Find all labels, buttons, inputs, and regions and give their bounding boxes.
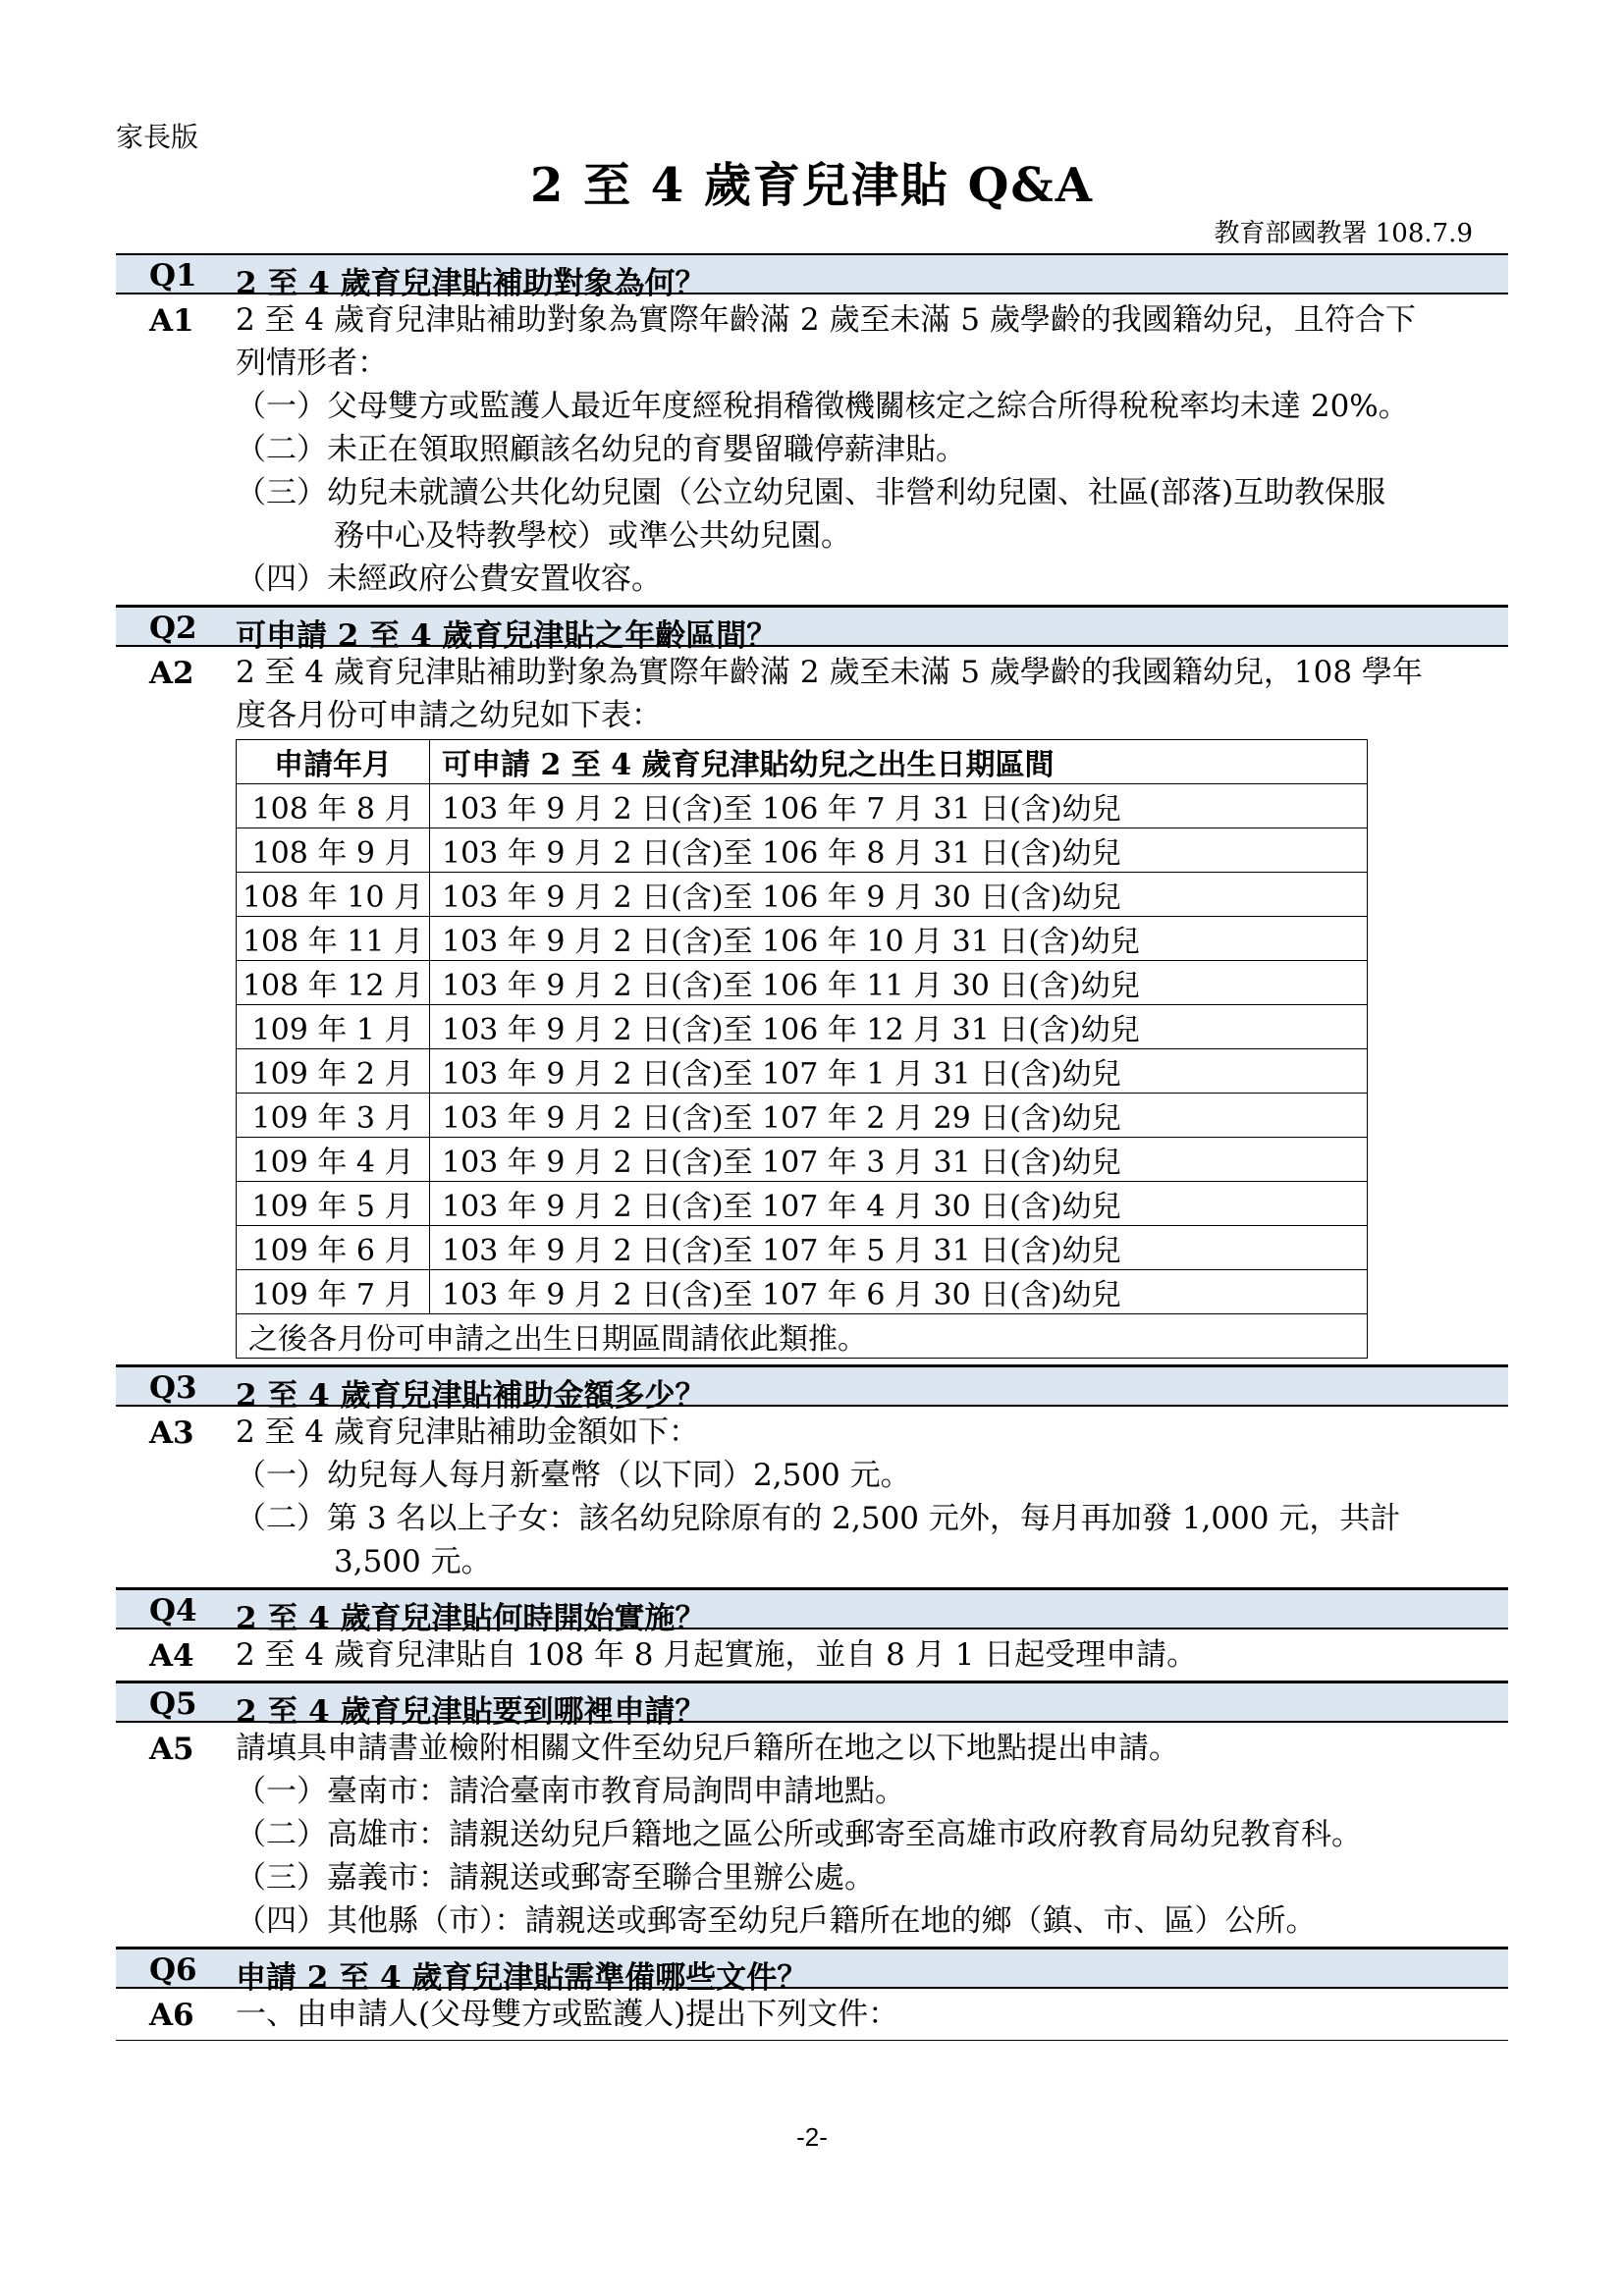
answer-line: 列情形者： (236, 346, 388, 381)
answer-line: 2 至 4 歲育兒津貼補助對象為實際年齡滿 2 歲至未滿 5 歲學齡的我國籍幼兒，且符合下 (236, 302, 1416, 338)
table-cell-month: 108 年 10 月 (237, 873, 430, 917)
table-row (237, 1138, 1368, 1182)
age-range-table (236, 739, 1368, 1359)
answer-label: A6 (149, 1998, 194, 2033)
answer-item: 3,500 元。 (334, 1544, 492, 1579)
question-row (116, 606, 1508, 654)
column-header: 申請年月 (237, 740, 430, 784)
table-row (237, 1005, 1368, 1049)
page-number: -2- (796, 2122, 828, 2152)
table-row (237, 1226, 1368, 1270)
question-row (116, 253, 1508, 301)
answer-block (116, 1629, 1508, 1682)
table-cell-month: 109 年 3 月 (237, 1094, 430, 1138)
issuer-date: 教育部國教署 108.7.9 (1214, 219, 1473, 248)
page-title: 2 至 4 歲育兒津貼 Q&A (529, 158, 1095, 213)
qa-list (116, 253, 1508, 2041)
table-header-row (237, 740, 1368, 784)
answer-block (116, 294, 1508, 606)
question-label: Q3 (149, 1370, 197, 1406)
table-cell-range: 103 年 9 月 2 日(含)至 106 年 12 月 31 日(含)幼兒 (430, 1005, 1368, 1049)
question-row (116, 1682, 1508, 1730)
question-label: Q2 (149, 611, 197, 646)
answer-item: （四）其他縣（市）：請親送或郵寄至幼兒戶籍所在地的鄉（鎮、市、區）公所。 (236, 1903, 1317, 1939)
answer-block (116, 1989, 1508, 2041)
table-row (237, 917, 1368, 961)
table-row (237, 1094, 1368, 1138)
table-cell-month: 108 年 12 月 (237, 961, 430, 1005)
answer-label: A2 (149, 656, 194, 691)
table-note: 之後各月份可申請之出生日期區間請依此類推。 (237, 1314, 1368, 1359)
table-cell-range: 103 年 9 月 2 日(含)至 107 年 1 月 31 日(含)幼兒 (430, 1049, 1368, 1094)
table-cell-month: 109 年 2 月 (237, 1049, 430, 1094)
answer-item: （二）未正在領取照顧該名幼兒的育嬰留職停薪津貼。 (236, 432, 966, 467)
table-note-row (237, 1314, 1368, 1359)
edition-label: 家長版 (116, 121, 199, 153)
answer-label: A4 (149, 1638, 194, 1674)
answer-block (116, 647, 1508, 1365)
answer-item: （三）嘉義市：請親送或郵寄至聯合里辦公處。 (236, 1860, 875, 1896)
table-cell-range: 103 年 9 月 2 日(含)至 107 年 2 月 29 日(含)幼兒 (430, 1094, 1368, 1138)
answer-item: （三）幼兒未就讀公共化幼兒園（公立幼兒園、非營利幼兒園、社區(部落)互助教保服 (236, 475, 1386, 510)
table-cell-range: 103 年 9 月 2 日(含)至 107 年 6 月 30 日(含)幼兒 (430, 1270, 1368, 1314)
answer-line: 2 至 4 歲育兒津貼補助金額如下： (236, 1415, 700, 1450)
table-cell-month: 109 年 5 月 (237, 1182, 430, 1226)
table-row (237, 873, 1368, 917)
table-row (237, 1182, 1368, 1226)
table-cell-range: 103 年 9 月 2 日(含)至 106 年 9 月 30 日(含)幼兒 (430, 873, 1368, 917)
question-text: 可申請 2 至 4 歲育兒津貼之年齡區間？ (236, 618, 778, 654)
answer-label: A1 (149, 303, 194, 339)
table-cell-range: 103 年 9 月 2 日(含)至 107 年 3 月 31 日(含)幼兒 (430, 1138, 1368, 1182)
answer-item: （二）第 3 名以上子女：該名幼兒除原有的 2,500 元外，每月再加發 1,000 元，共計 (236, 1501, 1401, 1536)
answer-label: A3 (149, 1415, 194, 1451)
table-row (237, 961, 1368, 1005)
table-cell-month: 108 年 9 月 (237, 828, 430, 873)
answer-item: （一）父母雙方或監護人最近年度經稅捐稽徵機關核定之綜合所得稅稅率均未達 20%。 (236, 389, 1409, 424)
answer-line: 2 至 4 歲育兒津貼自 108 年 8 月起實施，並自 8 月 1 日起受理申請。 (236, 1637, 1198, 1673)
answer-item: （四）未經政府公費安置收容。 (236, 561, 662, 597)
column-header: 可申請 2 至 4 歲育兒津貼幼兒之出生日期區間 (430, 740, 1368, 784)
table-cell-range: 103 年 9 月 2 日(含)至 106 年 7 月 31 日(含)幼兒 (430, 784, 1368, 828)
table-cell-range: 103 年 9 月 2 日(含)至 107 年 5 月 31 日(含)幼兒 (430, 1226, 1368, 1270)
question-label: Q4 (149, 1593, 197, 1629)
question-row (116, 1365, 1508, 1414)
answer-line: 2 至 4 歲育兒津貼補助對象為實際年齡滿 2 歲至未滿 5 歲學齡的我國籍幼兒，108 學年 (236, 655, 1423, 690)
table-cell-range: 103 年 9 月 2 日(含)至 106 年 8 月 31 日(含)幼兒 (430, 828, 1368, 873)
table-cell-month: 109 年 6 月 (237, 1226, 430, 1270)
table-cell-month: 109 年 1 月 (237, 1005, 430, 1049)
answer-line: 一、由申請人(父母雙方或監護人)提出下列文件： (236, 1997, 899, 2032)
answer-item: 務中心及特教學校）或準公共幼兒園。 (334, 518, 851, 554)
question-text: 2 至 4 歲育兒津貼要到哪裡申請？ (236, 1694, 706, 1730)
answer-label: A5 (149, 1732, 194, 1767)
answer-block (116, 1723, 1508, 1948)
table-cell-month: 108 年 8 月 (237, 784, 430, 828)
question-row (116, 1948, 1508, 1996)
table-row (237, 1049, 1368, 1094)
answer-item: （一）幼兒每人每月新臺幣（以下同）2,500 元。 (236, 1458, 911, 1493)
question-label: Q5 (149, 1686, 197, 1722)
question-text: 2 至 4 歲育兒津貼何時開始實施？ (236, 1601, 706, 1636)
answer-item: （一）臺南市：請洽臺南市教育局詢問申請地點。 (236, 1774, 905, 1809)
answer-block (116, 1407, 1508, 1588)
table-row (237, 1270, 1368, 1314)
question-text: 2 至 4 歲育兒津貼補助金額多少？ (236, 1378, 706, 1414)
question-text: 申請 2 至 4 歲育兒津貼需準備哪些文件？ (236, 1960, 808, 1996)
question-label: Q1 (149, 258, 197, 294)
table-cell-month: 109 年 7 月 (237, 1270, 430, 1314)
question-text: 2 至 4 歲育兒津貼補助對象為何？ (236, 266, 706, 301)
table-cell-range: 103 年 9 月 2 日(含)至 107 年 4 月 30 日(含)幼兒 (430, 1182, 1368, 1226)
table-row (237, 828, 1368, 873)
table-row (237, 784, 1368, 828)
table-cell-range: 103 年 9 月 2 日(含)至 106 年 10 月 31 日(含)幼兒 (430, 917, 1368, 961)
table-cell-month: 109 年 4 月 (237, 1138, 430, 1182)
table-cell-range: 103 年 9 月 2 日(含)至 106 年 11 月 30 日(含)幼兒 (430, 961, 1368, 1005)
answer-line: 度各月份可申請之幼兒如下表： (236, 698, 662, 733)
question-row (116, 1588, 1508, 1636)
table-cell-month: 108 年 11 月 (237, 917, 430, 961)
question-label: Q6 (149, 1952, 197, 1988)
answer-line: 請填具申請書並檢附相關文件至幼兒戶籍所在地之以下地點提出申請。 (236, 1731, 1179, 1766)
answer-item: （二）高雄市：請親送幼兒戶籍地之區公所或郵寄至高雄市政府教育局幼兒教育科。 (236, 1817, 1362, 1852)
